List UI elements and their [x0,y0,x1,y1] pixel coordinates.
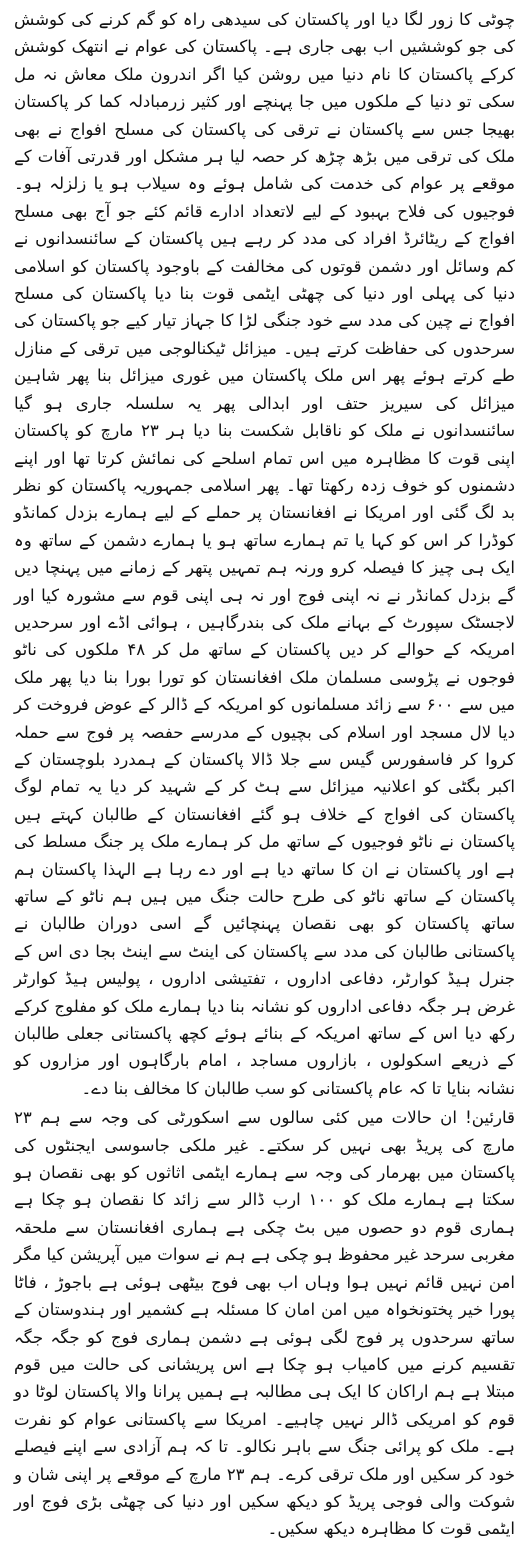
article-paragraph: قارئین! ان حالات میں کئی سالوں سے اسکورٹی کی وجہ سے ہم ۲۳ مارچ کی پریڈ بھی نہیں کر سکتے۔ غیر ملکی جاسوسی ایجنٹوں کی پاکستان میں بھرمار کی وجہ سے ہمارے ایٹمی اثاثوں کو بھی نقصان ہو سکتا ہے ہمارے ملک کو ۱۰۰ ارب ڈالر سے زائد کا نقصان ہو چکا ہے ہماری قوم دو حصوں میں بٹ چکی ہے ہماری افغانستان سے ملحقہ مغربی سرحد غیر محفوظ ہو چکی ہے ہم نے سوات میں آپریشن کیا مگر امن نہیں قائم نہیں ہوا وہاں اب بھی فوج بیٹھی ہوئی ہے باجوڑ ، فاٹا پورا خیر پختونخواہ میں امن امان کا مسئلہ ہے کشمیر اور ہندوستان کے ساتھ سرحدوں پر فوج لگی ہوئی ہے دشمن ہماری فوج کو جگہ جگہ تقسیم کرنے میں کامیاب ہو چکا ہے اس پریشانی کی حالت میں قوم مبتلا ہے ہم اراکان کا ایک ہی مطالبہ ہے ہمیں پرانا والا پاکستان لوٹا دو قوم کو امریکی ڈالر نہیں چاہیے۔ امریکا سے پاکستانی عوام کو نفرت ہے۔ ملک کو پرائی جنگ سے باہر نکالو۔ تا کہ ہم آزادی سے اپنے فیصلے خود کر سکیں اور ملک ترقی کرے۔ ہم ۲۳ مارچ کے موقعے پر اپنی شان و شوکت والی فوجی پریڈ کو دیکھ سکیں اور دنیا کی چھٹی بڑی فوج اور ایٹمی قوت کا مظاہرہ دیکھ سکیں۔ [14,1108,516,1539]
article-paragraph: چوٹی کا زور لگا دیا اور پاکستان کی سیدھی راہ کو گم کرنے کی کوشش کی جو کوششیں اب بھی جاری ہے۔ پاکستان کی عوام نے انتھک کوشش کرکے پاکستان کا نام دنیا میں روشن کیا اگر اندرون ملک معاش نہ مل سکی تو دنیا کے ملکوں میں جا پہنچے اور کثیر زرمبادلہ کما کر پاکستان بھیجا جس سے پاکستان نے ترقی کی پاکستان کی مسلح افواج نے بھی ملک کی ترقی میں بڑھ چڑھ کر حصہ لیا ہر مشکل اور قدرتی آفات کے موقعے پر عوام کی خدمت کی شامل ہوئے وہ سیلاب ہو یا زلزلہ ہو۔ فوجیوں کی فلاح بہبود کے لیے لاتعداد ادارے قائم کئے جو آج بھی مسلح افواج کے ریٹائرڈ افراد کی مدد کر رہے ہیں پاکستان کے سائنسدانوں نے کم وسائل اور دشمن قوتوں کی مخالفت کے باوجود پاکستان کو اسلامی دنیا کی پہلی اور دنیا کی چھٹی ایٹمی قوت بنا دیا پاکستان کی مسلح افواج نے چین کی مدد سے خود جنگی لڑا کا جہاز تیار کیے جو پاکستان کی سرحدوں کی حفاظت کرتے ہیں۔ میزائل ٹیکنالوجی میں ترقی کے منازل طے کرتے ہوئے پھر اس ملک پاکستان میں غوری میزائل بنا پھر شاہین میزائل کی سیریز حتف اور ابدالی پھر یہ سلسلہ جاری ہو گیا سائنسدانوں نے ملک کو ناقابل شکست بنا دیا ہر ۲۳ مارچ کو پاکستان اپنی قوت کا مظاہرہ میں اس تمام اسلحے کی نمائش کرتا تھا اور اپنے دشمنوں کو خوف زدہ رکھتا تھا۔ پھر اسلامی جمہوریہ پاکستان کو نظر بد لگ گئی اور امریکا نے افغانستان پر حملے کے لیے ہمارے بزدل کمانڈو کوڈرا کر اس کو کہا یا تم ہمارے ساتھ ہو یا ہمارے دشمن کے ساتھ وہ ایک ہی چیز کا فیصلہ کرو ورنہ ہم تمہیں پتھر کے زمانے میں پہنچا دیں گے بزدل کمانڈر نے نہ اپنی فوج اور نہ ہی اپنی قوم سے مشورہ کیا اور لاجسٹک سپورٹ کے بہانے ملک کی بندرگاہیں ، ہوائی اڈے اور سرحدیں امریکہ کے حوالے کر دیں پاکستان کے ساتھ مل کر ۴۸ ملکوں کی ناٹو فوجوں نے پڑوسی مسلمان ملک افغانستان کو تورا بورا بنا دیا پھر ملک میں سے ۶۰۰ سے زائد مسلمانوں کو امریکہ کے ڈالر کے عوض فروخت کر دیا لال مسجد اور اسلام کی بچیوں کے مدرسے حفصہ پر فوج سے حملہ کروا کر فاسفورس گیس سے جلا ڈالا پاکستان کے ہمدرد بلوچستان کے اکبر بگٹی کو اعلانیہ میزائل سے ہٹ کر کے شہید کر دیا یہ تمام لوگ پاکستان کی افواج کے خلاف ہو گئے افغانستان کے طالبان کہتے ہیں پاکستان نے ناٹو فوجیوں کے ساتھ مل کر ہمارے ملک پر جنگ مسلط کی ہے اور پاکستان نے ان کا ساتھ دیا ہے اور دے رہا ہے الہذا پاکستان ہم پاکستان کے ساتھ ناٹو کی طرح حالت جنگ میں ہیں ہم ناٹو کے ساتھ ساتھ پاکستان کو بھی نقصان پہنچائیں گے اسی دوران طالبان نے پاکستانی طالبان کی مدد سے پاکستان کی اینٹ سے اینٹ بجا دی اس کے جنرل ہیڈ کوارٹر، دفاعی اداروں ، تفتیشی اداروں ، پولیس ہیڈ کوارٹر غرض ہر جگہ دفاعی اداروں کو نشانہ بنا دیا ہمارے ملک کو مفلوج کرکے رکھ دیا اس کے ساتھ امریکہ کے بنائے ہوئے کچھ پاکستانی جعلی طالبان کے ذریعے اسکولوں ، بازاروں مساجد ، امام بارگاہوں اور مزاروں کو نشانہ بنایا تا کہ عام پاکستانی کو سب طالبان کا مخالف بنا دے۔ [14,10,516,1098]
